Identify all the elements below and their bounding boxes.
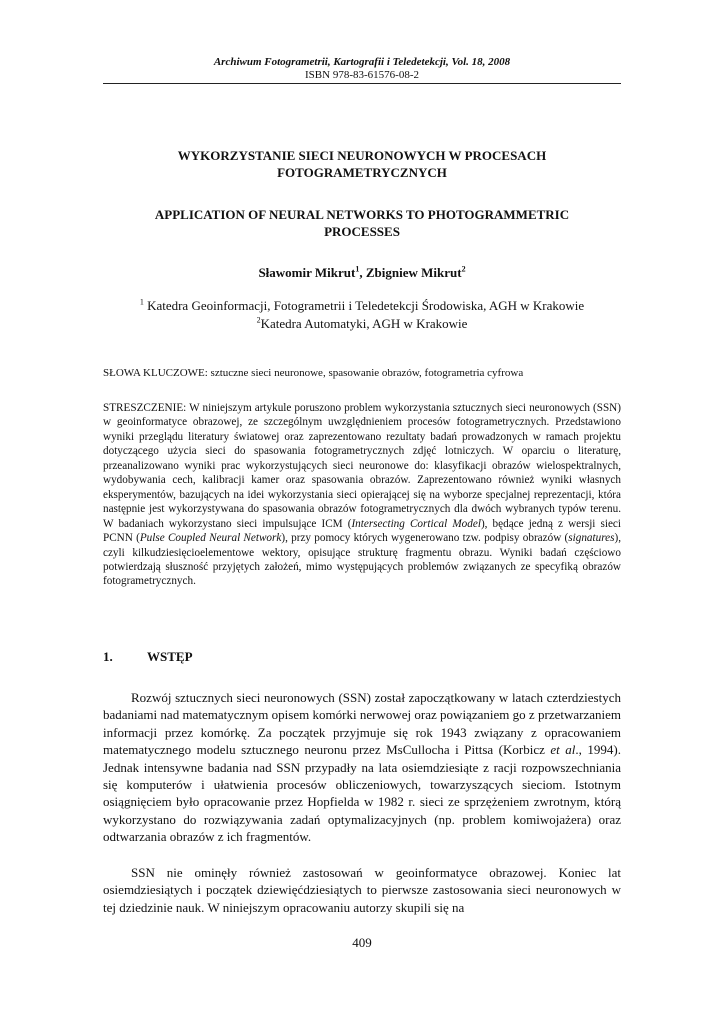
title-polish [103, 147, 621, 181]
affiliation-2-mark: 2 [256, 315, 261, 325]
paragraph-1-italic: et al [550, 742, 576, 758]
section-heading [103, 648, 621, 665]
abstract-text-2: ), będące jedną z wersji sieci PCNN ( [103, 517, 622, 545]
abstract-text-3: ), przy pomocy których wygenerowano tzw. podpisy obrazów ( [281, 532, 569, 545]
author-1-affil-mark: 1 [355, 264, 360, 274]
section-title: WSTĘP [147, 649, 193, 664]
authors [103, 264, 621, 281]
keywords: SŁOWA KLUCZOWE: sztuczne sieci neuronowe, spasowanie obrazów, fotogrametria cyfrowa [103, 367, 524, 379]
abstract-italic-1: Intersecting Cortical Model [351, 517, 481, 530]
section-number: 1. [103, 649, 113, 664]
author-2: Zbigniew Mikrut [365, 265, 462, 280]
title-english-line2: PROCESSES [324, 224, 400, 239]
affiliation-1-text: Katedra Geoinformacji, Fotogrametrii i Teledetekcji Środowiska, AGH w Krakowie [143, 298, 585, 313]
abstract-italic-2: Pulse Coupled Neural Network [139, 532, 282, 545]
paragraph-1-text-2: ., 1994). Jednak intensywne badania nad SSN przypadły na lata osiemdziesiąte z racji rozpowszechniania się komputerów i ułatwienia procesów obliczeniowych, towarzyszących sieciom. Istotnym osiągnięciem było opracowanie przez Hopfielda w 1982 r. sieci ze sprzężeniem zwrotnym, którą wykorzystano do rozwiązywania zadań optymalizacyjnych (np. problem komiwojażera) oraz odtwarzania obrazów z ich fragmentów. [103, 742, 621, 845]
author-1: Sławomir Mikrut [258, 265, 356, 280]
abstract [103, 401, 621, 589]
running-header [103, 55, 621, 82]
body-paragraph-1 [103, 689, 621, 846]
paper-page [103, 0, 621, 1024]
affiliation-2-text: Katedra Automatyki, AGH w Krakowie [260, 316, 468, 331]
title-polish-line2: FOTOGRAMETRYCZNYCH [277, 165, 447, 180]
journal-title: Archiwum Fotogrametrii, Kartografii i Teledetekcji, Vol. 18, 2008 [213, 56, 511, 68]
abstract-italic-3: signatures [568, 532, 615, 545]
affiliation-1-mark: 1 [139, 297, 144, 307]
paragraph-1-text-1: Rozwój sztucznych sieci neuronowych (SSN) został zapoczątkowany w latach czterdziestych badaniami nad matematycznym opisem komórki nerwowej oraz powiązaniem go z przetwarzaniem informacji przez komórkę. Za początek przyjmuje się rok 1943 związany z opracowaniem matematycznego modelu sztucznego neuronu przez MsCullocha i Pittsa (Korbicz [103, 690, 621, 758]
author-separator: , [359, 265, 366, 280]
isbn: ISBN 978-83-61576-08-2 [305, 69, 419, 81]
affiliation-2 [103, 315, 621, 333]
affiliations [103, 297, 621, 333]
header-rule [103, 83, 621, 84]
author-2-affil-mark: 2 [461, 264, 466, 274]
title-english [103, 206, 621, 240]
page-number: 409 [352, 935, 372, 950]
title-polish-line1: WYKORZYSTANIE SIECI NEURONOWYCH W PROCESACH [177, 148, 547, 163]
abstract-text-4: ), czyli kilkudziesięcioelementowe wektory, opisujące strukturę fragmentu obrazu. Wyniki badań częściowo potwierdzają słuszność przyjętych założeń, mimo występujących problemów związanych ze specyfiką obrazów fotogrametrycznych. [103, 532, 621, 588]
title-english-line1: APPLICATION OF NEURAL NETWORKS TO PHOTOGRAMMETRIC [154, 207, 570, 222]
abstract-text-1: STRESZCZENIE: W niniejszym artykule poruszono problem wykorzystania sztucznych sieci neuronowych (SSN) w geoinformatyce obrazowej, ze szczególnym uwzględnieniem procesów fotogrametrycznych. Przedstawiono wyniki przeglądu literatury światowej oraz zaprezentowano rezultaty badań prowadzonych w ramach projektu dotyczącego użycia sieci do spasowania fotogrametrycznych zdjęć lotniczych. W oparciu o literaturę, przeanalizowano wyniki prac wykorzystujących sieci neuronowe do: klasyfikacji obrazów wielospektralnych, wydobywania cech, kalibracji kamer oraz spasowania obrazów. Zaprezentowano również wyniki własnych eksperymentów, bazujących na idei wykorzystania sieci opierającej się na wyborze specjalnej reprezentacji, która następnie jest wykorzystywana do spasowania obrazów fotogrametrycznych dla dwóch wybranych typów terenu. W badaniach wykorzystano sieci impulsujące ICM ( [103, 402, 621, 530]
affiliation-1 [103, 297, 621, 315]
body-paragraph-2: SSN nie ominęły również zastosowań w geoinformatyce obrazowej. Koniec lat osiemdziesiątych i początek dziewięćdziesiątych to pierwsze zastosowania sieci neuronowych w tej dziedzinie nauk. W niniejszym opracowaniu autorzy skupili się na [103, 865, 621, 915]
